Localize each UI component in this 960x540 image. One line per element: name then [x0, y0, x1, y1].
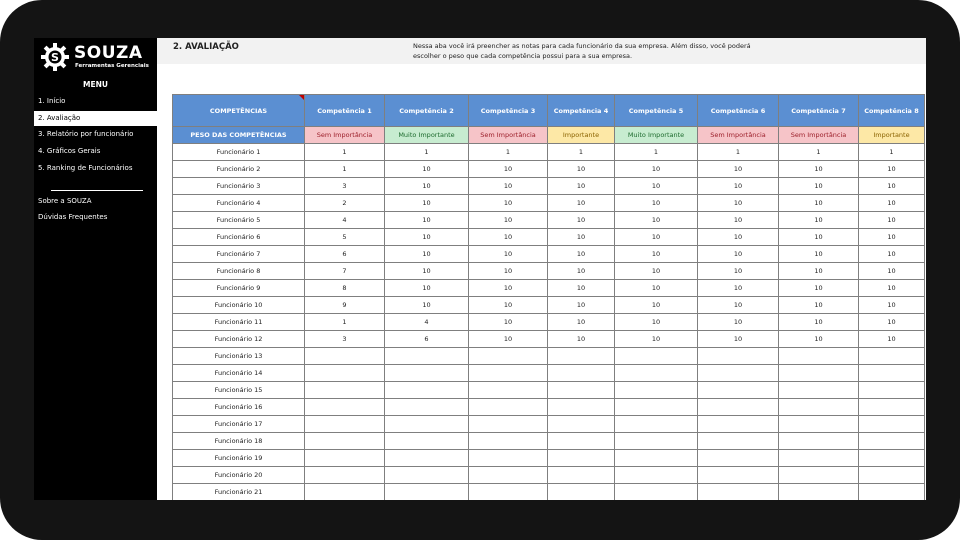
score-cell[interactable]	[859, 365, 925, 382]
menu-item-sobre[interactable]: Sobre a SOUZA	[38, 197, 92, 205]
score-cell[interactable]	[305, 416, 385, 433]
weight-select[interactable]: Muito Importante	[385, 127, 469, 144]
score-cell[interactable]: 10	[469, 229, 548, 246]
gear-s-logo-icon	[40, 42, 70, 72]
score-cell[interactable]: 9	[305, 297, 385, 314]
score-cell[interactable]: 10	[859, 263, 925, 280]
evaluation-table	[172, 94, 925, 500]
score-cell[interactable]: 5	[305, 229, 385, 246]
score-cell[interactable]: 10	[615, 314, 698, 331]
menu-item-ranking[interactable]: 5. Ranking de Funcionários	[38, 164, 133, 172]
score-cell[interactable]: 10	[698, 246, 779, 263]
employee-row	[173, 229, 925, 246]
score-cell[interactable]	[698, 416, 779, 433]
score-cell[interactable]	[698, 365, 779, 382]
competencies-header: COMPETÊNCIAS	[173, 95, 305, 127]
employee-row	[173, 399, 925, 416]
score-cell[interactable]: 10	[385, 280, 469, 297]
employee-name: Funcionário 3	[173, 178, 305, 195]
employee-row	[173, 484, 925, 501]
score-cell[interactable]: 3	[305, 178, 385, 195]
score-cell[interactable]	[779, 433, 859, 450]
score-cell[interactable]	[615, 399, 698, 416]
score-cell[interactable]	[859, 484, 925, 501]
score-cell[interactable]: 6	[305, 246, 385, 263]
score-cell[interactable]	[698, 348, 779, 365]
score-cell[interactable]: 10	[859, 331, 925, 348]
employee-row	[173, 178, 925, 195]
score-cell[interactable]: 10	[615, 161, 698, 178]
score-cell[interactable]: 10	[548, 161, 615, 178]
score-cell[interactable]: 10	[859, 161, 925, 178]
employee-row	[173, 246, 925, 263]
score-cell[interactable]: 10	[615, 280, 698, 297]
score-cell[interactable]: 10	[698, 331, 779, 348]
score-cell[interactable]: 1	[305, 314, 385, 331]
score-cell[interactable]	[548, 433, 615, 450]
employee-name: Funcionário 20	[173, 467, 305, 484]
score-cell[interactable]	[305, 348, 385, 365]
weight-select[interactable]: Sem Importância	[305, 127, 385, 144]
weights-row	[173, 127, 925, 144]
score-cell[interactable]: 10	[779, 246, 859, 263]
score-cell[interactable]: 10	[859, 314, 925, 331]
score-cell[interactable]	[698, 467, 779, 484]
score-cell[interactable]: 1	[305, 144, 385, 161]
page-header	[157, 38, 926, 64]
employee-row	[173, 280, 925, 297]
employee-row	[173, 263, 925, 280]
score-cell[interactable]	[548, 416, 615, 433]
score-cell[interactable]: 10	[548, 297, 615, 314]
score-cell[interactable]: 10	[779, 161, 859, 178]
menu-item-graficos[interactable]: 4. Gráficos Gerais	[38, 147, 101, 155]
employee-name: Funcionário 10	[173, 297, 305, 314]
score-cell[interactable]	[615, 348, 698, 365]
score-cell[interactable]: 10	[779, 280, 859, 297]
score-cell[interactable]	[779, 399, 859, 416]
score-cell[interactable]: 10	[548, 229, 615, 246]
score-cell[interactable]	[469, 416, 548, 433]
score-cell[interactable]: 10	[385, 297, 469, 314]
score-cell[interactable]: 10	[469, 331, 548, 348]
employee-row	[173, 297, 925, 314]
score-cell[interactable]	[698, 484, 779, 501]
score-cell[interactable]: 1	[305, 161, 385, 178]
score-cell[interactable]: 10	[698, 178, 779, 195]
employee-name: Funcionário 6	[173, 229, 305, 246]
score-cell[interactable]: 10	[698, 280, 779, 297]
score-cell[interactable]: 10	[469, 263, 548, 280]
score-cell[interactable]: 10	[859, 229, 925, 246]
score-cell[interactable]: 10	[385, 195, 469, 212]
score-cell[interactable]: 10	[469, 195, 548, 212]
score-cell[interactable]: 10	[385, 161, 469, 178]
score-cell[interactable]: 10	[469, 212, 548, 229]
score-cell[interactable]: 10	[615, 297, 698, 314]
employee-name: Funcionário 4	[173, 195, 305, 212]
score-cell[interactable]: 4	[385, 314, 469, 331]
brand-name: SOUZA	[74, 43, 143, 63]
score-cell[interactable]: 10	[615, 246, 698, 263]
score-cell[interactable]: 10	[469, 246, 548, 263]
score-cell[interactable]: 10	[698, 212, 779, 229]
score-cell[interactable]: 10	[548, 212, 615, 229]
employee-name: Funcionário 2	[173, 161, 305, 178]
score-cell[interactable]: 6	[385, 331, 469, 348]
score-cell[interactable]: 10	[548, 280, 615, 297]
score-cell[interactable]: 10	[385, 263, 469, 280]
score-cell[interactable]	[385, 399, 469, 416]
score-cell[interactable]: 10	[385, 229, 469, 246]
score-cell[interactable]	[698, 433, 779, 450]
score-cell[interactable]: 4	[305, 212, 385, 229]
score-cell[interactable]	[779, 365, 859, 382]
score-cell[interactable]	[859, 348, 925, 365]
score-cell[interactable]: 10	[615, 195, 698, 212]
score-cell[interactable]	[548, 348, 615, 365]
score-cell[interactable]: 10	[779, 195, 859, 212]
score-cell[interactable]	[615, 433, 698, 450]
score-cell[interactable]: 10	[779, 297, 859, 314]
score-cell[interactable]	[859, 433, 925, 450]
score-cell[interactable]	[615, 450, 698, 467]
score-cell[interactable]: 10	[698, 263, 779, 280]
weight-select[interactable]: Importante	[548, 127, 615, 144]
score-cell[interactable]	[469, 382, 548, 399]
score-cell[interactable]	[385, 467, 469, 484]
score-cell[interactable]: 1	[779, 144, 859, 161]
employee-name: Funcionário 21	[173, 484, 305, 501]
score-cell[interactable]: 10	[469, 297, 548, 314]
score-cell[interactable]	[385, 382, 469, 399]
score-cell[interactable]	[615, 382, 698, 399]
employee-name: Funcionário 15	[173, 382, 305, 399]
score-cell[interactable]: 10	[615, 178, 698, 195]
score-cell[interactable]: 1	[859, 144, 925, 161]
svg-text:S: S	[51, 51, 59, 64]
score-cell[interactable]	[385, 348, 469, 365]
score-cell[interactable]	[385, 450, 469, 467]
employee-name: Funcionário 5	[173, 212, 305, 229]
score-cell[interactable]: 10	[548, 246, 615, 263]
score-cell[interactable]	[385, 365, 469, 382]
score-cell[interactable]: 10	[859, 246, 925, 263]
score-cell[interactable]: 10	[548, 314, 615, 331]
employee-row	[173, 382, 925, 399]
score-cell[interactable]	[469, 399, 548, 416]
employee-row	[173, 467, 925, 484]
competency-header: Competência 6	[698, 95, 779, 127]
weight-select[interactable]: Muito Importante	[615, 127, 698, 144]
score-cell[interactable]: 3	[305, 331, 385, 348]
score-cell[interactable]	[305, 433, 385, 450]
score-cell[interactable]: 10	[385, 246, 469, 263]
menu-item-duvidas[interactable]: Dúvidas Frequentes	[38, 213, 108, 221]
score-cell[interactable]	[779, 416, 859, 433]
score-cell[interactable]: 10	[615, 331, 698, 348]
score-cell[interactable]: 10	[698, 229, 779, 246]
score-cell[interactable]	[859, 382, 925, 399]
score-cell[interactable]: 10	[615, 212, 698, 229]
score-cell[interactable]	[305, 365, 385, 382]
score-cell[interactable]: 2	[305, 195, 385, 212]
score-cell[interactable]: 1	[548, 144, 615, 161]
competency-header: Competência 5	[615, 95, 698, 127]
score-cell[interactable]: 7	[305, 263, 385, 280]
employee-row	[173, 348, 925, 365]
score-cell[interactable]	[305, 450, 385, 467]
weight-select[interactable]: Sem Importância	[469, 127, 548, 144]
employee-row	[173, 144, 925, 161]
score-cell[interactable]	[548, 365, 615, 382]
score-cell[interactable]: 10	[859, 297, 925, 314]
employee-name: Funcionário 8	[173, 263, 305, 280]
score-cell[interactable]: 10	[859, 178, 925, 195]
employee-row	[173, 416, 925, 433]
employee-name: Funcionário 1	[173, 144, 305, 161]
score-cell[interactable]: 8	[305, 280, 385, 297]
score-cell[interactable]: 10	[698, 297, 779, 314]
score-cell[interactable]	[548, 382, 615, 399]
score-cell[interactable]: 10	[548, 263, 615, 280]
score-cell[interactable]	[779, 484, 859, 501]
score-cell[interactable]	[305, 484, 385, 501]
score-cell[interactable]: 10	[779, 212, 859, 229]
score-cell[interactable]: 10	[469, 161, 548, 178]
brand-tagline: Ferramentas Gerenciais	[75, 63, 149, 69]
menu-title: MENU	[83, 80, 108, 89]
score-cell[interactable]: 10	[859, 280, 925, 297]
weight-select[interactable]: Sem Importância	[779, 127, 859, 144]
score-cell[interactable]	[698, 450, 779, 467]
score-cell[interactable]	[698, 399, 779, 416]
competency-header: Competência 3	[469, 95, 548, 127]
employee-name: Funcionário 17	[173, 416, 305, 433]
score-cell[interactable]: 10	[548, 195, 615, 212]
score-cell[interactable]: 1	[385, 144, 469, 161]
score-cell[interactable]: 10	[385, 178, 469, 195]
score-cell[interactable]	[548, 484, 615, 501]
score-cell[interactable]	[469, 484, 548, 501]
competency-header: Competência 7	[779, 95, 859, 127]
employee-name: Funcionário 16	[173, 399, 305, 416]
score-cell[interactable]: 1	[698, 144, 779, 161]
score-cell[interactable]: 10	[548, 331, 615, 348]
employee-name: Funcionário 7	[173, 246, 305, 263]
score-cell[interactable]	[859, 467, 925, 484]
score-cell[interactable]: 10	[469, 314, 548, 331]
competency-header: Competência 4	[548, 95, 615, 127]
score-cell[interactable]: 10	[548, 178, 615, 195]
score-cell[interactable]	[305, 382, 385, 399]
employee-row	[173, 161, 925, 178]
score-cell[interactable]: 10	[698, 161, 779, 178]
employee-name: Funcionário 19	[173, 450, 305, 467]
score-cell[interactable]: 10	[469, 280, 548, 297]
score-cell[interactable]	[615, 416, 698, 433]
score-cell[interactable]: 10	[779, 314, 859, 331]
score-cell[interactable]	[469, 450, 548, 467]
competency-header: Competência 2	[385, 95, 469, 127]
employee-row	[173, 331, 925, 348]
menu-divider	[51, 190, 143, 191]
score-cell[interactable]	[548, 399, 615, 416]
employee-row	[173, 212, 925, 229]
competency-header: Competência 1	[305, 95, 385, 127]
weights-label: PESO DAS COMPETÊNCIAS	[173, 127, 305, 144]
score-cell[interactable]: 10	[385, 212, 469, 229]
employee-row	[173, 450, 925, 467]
score-cell[interactable]	[779, 382, 859, 399]
page-title: 2. AVALIAÇÃO	[173, 42, 239, 52]
score-cell[interactable]	[615, 484, 698, 501]
score-cell[interactable]: 10	[859, 195, 925, 212]
score-cell[interactable]: 1	[615, 144, 698, 161]
score-cell[interactable]: 10	[779, 178, 859, 195]
menu-item-relatorio[interactable]: 3. Relatório por funcionário	[38, 130, 134, 138]
page-description: Nessa aba você irá preencher as notas para cada funcionário da sua empresa. Além disso, você poderá escolher o peso que cada competência possui para a sua empresa.	[413, 42, 751, 60]
score-cell[interactable]	[779, 450, 859, 467]
spreadsheet-screen	[34, 38, 926, 500]
weight-select[interactable]: Sem Importância	[698, 127, 779, 144]
employee-row	[173, 433, 925, 450]
score-cell[interactable]	[859, 416, 925, 433]
score-cell[interactable]	[305, 467, 385, 484]
employee-row	[173, 195, 925, 212]
score-cell[interactable]: 10	[779, 331, 859, 348]
score-cell[interactable]: 10	[698, 195, 779, 212]
score-cell[interactable]	[698, 382, 779, 399]
employee-name: Funcionário 14	[173, 365, 305, 382]
score-cell[interactable]: 10	[469, 178, 548, 195]
employee-name: Funcionário 11	[173, 314, 305, 331]
score-cell[interactable]	[469, 365, 548, 382]
weight-select[interactable]: Importante	[859, 127, 925, 144]
score-cell[interactable]: 10	[779, 263, 859, 280]
score-cell[interactable]: 1	[469, 144, 548, 161]
score-cell[interactable]	[469, 467, 548, 484]
score-cell[interactable]	[385, 433, 469, 450]
score-cell[interactable]: 10	[615, 229, 698, 246]
score-cell[interactable]	[548, 450, 615, 467]
employee-name: Funcionário 12	[173, 331, 305, 348]
score-cell[interactable]	[859, 399, 925, 416]
employee-name: Funcionário 18	[173, 433, 305, 450]
score-cell[interactable]	[779, 348, 859, 365]
score-cell[interactable]: 10	[698, 314, 779, 331]
menu-item-inicio[interactable]: 1. Início	[38, 97, 66, 105]
employee-row	[173, 314, 925, 331]
employee-name: Funcionário 13	[173, 348, 305, 365]
sidebar	[34, 38, 157, 500]
score-cell[interactable]	[779, 467, 859, 484]
menu-item-avaliacao[interactable]: 2. Avaliação	[34, 111, 157, 126]
score-cell[interactable]: 10	[779, 229, 859, 246]
competency-header: Competência 8	[859, 95, 925, 127]
brand-logo	[38, 40, 154, 74]
score-cell[interactable]	[615, 365, 698, 382]
employee-name: Funcionário 9	[173, 280, 305, 297]
score-cell[interactable]	[385, 416, 469, 433]
score-cell[interactable]	[385, 484, 469, 501]
score-cell[interactable]	[859, 450, 925, 467]
score-cell[interactable]: 10	[615, 263, 698, 280]
score-cell[interactable]	[305, 399, 385, 416]
employee-row	[173, 365, 925, 382]
score-cell[interactable]	[469, 348, 548, 365]
score-cell[interactable]	[615, 467, 698, 484]
score-cell[interactable]	[469, 433, 548, 450]
score-cell[interactable]	[548, 467, 615, 484]
score-cell[interactable]: 10	[859, 212, 925, 229]
